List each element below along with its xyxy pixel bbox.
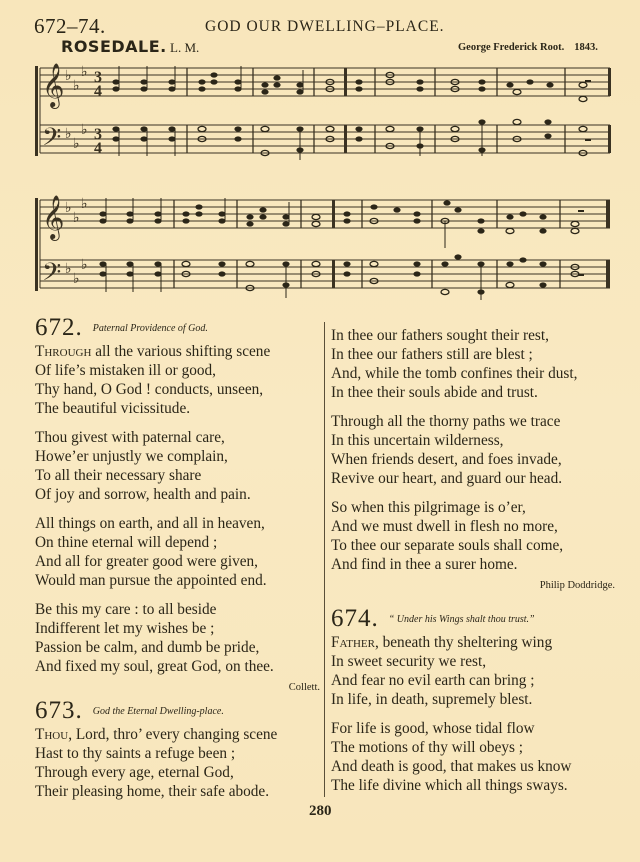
verse-line: The motions of thy will obeys ; [331,739,524,756]
svg-text:♭: ♭ [65,127,72,142]
stanza [35,725,320,801]
verse-line: , Lord, thro’ every changing scene [68,726,278,743]
verse-line: All things on earth, and all in heaven, [35,515,265,532]
stanza [35,428,320,504]
verse-line: And fixed my soul, great God, on thee. [35,658,274,675]
stanza [35,600,320,676]
verse-line: Through all the thorny paths we trace [331,413,561,430]
author-credit: Collett. [288,682,320,693]
verse-line: On thine eternal will depend ; [35,534,218,551]
verse-line: The life divine which all things sways. [331,777,568,794]
meter: L. M. [170,40,200,55]
music-system-1 [0,58,640,168]
svg-text:♭: ♭ [65,201,72,216]
svg-text:𝄞: 𝄞 [42,63,65,107]
music-system-2 [0,188,640,303]
tune-name: ROSEDALE. [61,37,167,56]
svg-text:♭: ♭ [65,262,72,277]
verse-line: In thee our fathers sought their rest, [331,327,549,344]
svg-text:3: 3 [94,69,102,86]
verse-line: For life is good, whose tidal flow [331,720,535,737]
svg-text:𝄞: 𝄞 [42,195,65,239]
hymn-subtitle: God the Eternal Dwelling-place. [92,706,224,717]
hymn-673-heading [35,697,320,725]
stanza [331,719,621,795]
svg-text:4: 4 [94,140,102,157]
svg-text:♭: ♭ [73,211,80,226]
hymn-672-heading [35,314,320,342]
verse-line: In life, in death, supremely blest. [331,691,533,708]
verse-line: When friends desert, and foes invade, [331,451,562,468]
section-title: GOD OUR DWELLING–PLACE. [205,18,445,35]
stanza [331,326,621,402]
svg-text:♭: ♭ [81,258,88,273]
svg-text:♭: ♭ [73,137,80,152]
verse-line: And find in thee a surer home. [331,556,518,573]
first-word: Father [331,634,375,651]
svg-text:♭: ♭ [65,69,72,84]
verse-line: And all for greater good were given, [35,553,258,570]
composer-credit [458,42,598,53]
verse-line: To thee our separate souls shall come, [331,537,564,554]
verse-line: Of joy and sorrow, health and pain. [35,486,251,503]
verse-line: And fear no evil earth can bring ; [331,672,535,689]
verse-line: Hast to thy saints a refuge been ; [35,745,236,762]
svg-text:♭: ♭ [81,65,88,80]
svg-text:♭: ♭ [81,123,88,138]
hymn-subtitle: Paternal Providence of God. [92,323,208,334]
composer-name: George Frederick Root. [458,42,565,53]
page-number: 280 [309,803,332,819]
verse-line: Would man pursue the appointed end. [35,572,267,589]
column-divider [324,322,325,797]
verse-line: Be this my care : to all beside [35,601,217,618]
hymn-range: 672–74. [34,14,106,38]
hymn-subtitle: “ Under his Wings shalt thou trust.” [388,614,535,625]
verse-line: And we must dwell in flesh no more, [331,518,558,535]
stanza [331,498,621,574]
verse-line: In this uncertain wilderness, [331,432,504,449]
left-column [35,314,320,811]
svg-text:𝄢: 𝄢 [42,123,62,158]
verse-line: And, while the tomb confines their dust, [331,365,578,382]
stanza [331,412,621,488]
hymn-674-heading [331,605,621,633]
verse-line: So when this pilgrimage is o’er, [331,499,526,516]
score-staves-icon [0,58,640,168]
stanza [35,342,320,418]
verse-line: To all their necessary share [35,467,202,484]
author-credit: Philip Doddridge. [539,580,615,591]
verse-line: And death is good, that makes us know [331,758,572,775]
verse-line: Howe’er unjustly we complain, [35,448,228,465]
verse-line: In sweet security we rest, [331,653,487,670]
svg-text:♭: ♭ [73,272,80,287]
verse-line: The beautiful vicissitude. [35,400,191,417]
hymn-number: 673. [35,697,83,724]
verse-line: Passion be calm, and dumb be pride, [35,639,260,656]
first-word: Through [35,343,92,360]
stanza [35,514,320,590]
verse-line: , beneath thy sheltering wing [374,634,553,651]
verse-line: Of life’s mistaken ill or good, [35,362,216,379]
right-column [331,326,621,805]
composer-year: 1843. [574,42,598,53]
verse-line: In thee our fathers still are blest ; [331,346,533,363]
verse-line: all the various shifting scene [91,343,271,360]
hymn-number: 672. [35,314,83,341]
verse-line: Thy hand, O God ! conducts, unseen, [35,381,264,398]
svg-text:3: 3 [94,126,102,143]
verse-line: Indifferent let my wishes be ; [35,620,215,637]
verse-line: Revive our heart, and guard our head. [331,470,563,487]
verse-line: In thee their souls abide and trust. [331,384,538,401]
hymn-number: 674. [331,605,379,632]
verse-line: Their pleasing home, their safe abode. [35,783,270,800]
svg-text:♭: ♭ [81,197,88,212]
stanza [331,633,621,709]
svg-text:4: 4 [94,83,102,100]
verse-line: Thou givest with paternal care, [35,429,225,446]
score-staves-icon [0,188,640,303]
svg-text:♭: ♭ [73,79,80,94]
verse-line: Through every age, eternal God, [35,764,234,781]
svg-text:𝄢: 𝄢 [42,258,62,293]
first-word: Thou [35,726,69,743]
